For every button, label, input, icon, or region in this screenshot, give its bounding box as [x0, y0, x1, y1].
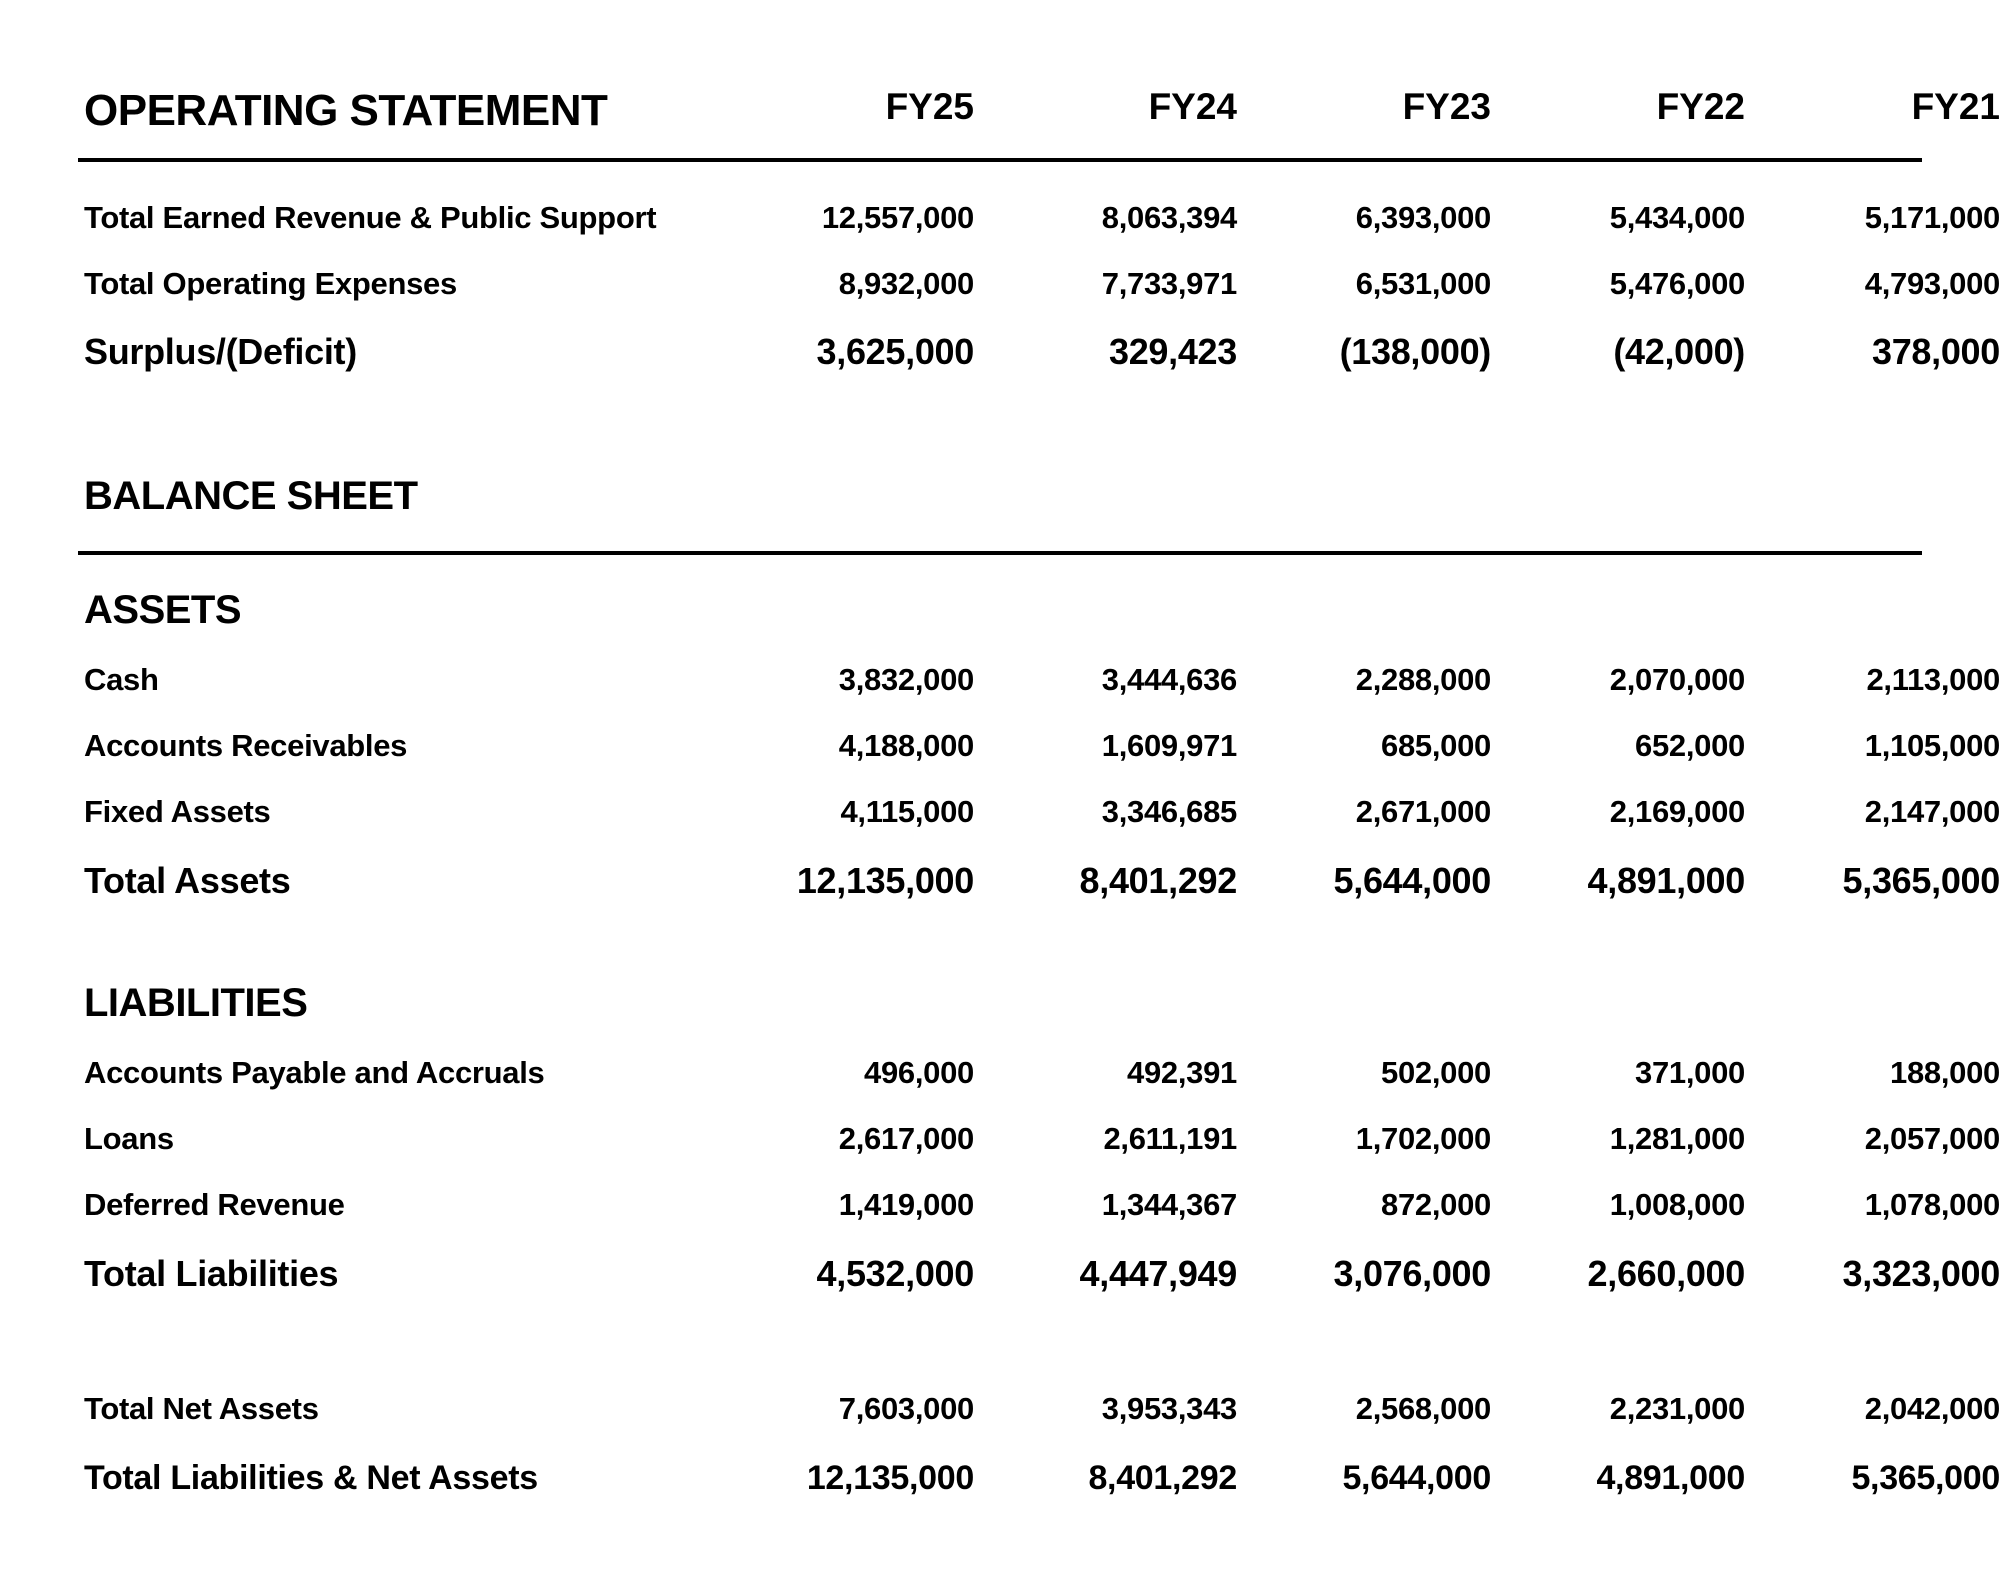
row-label: Loans [84, 1121, 174, 1156]
cell-fy23: 6,531,000 [1355, 266, 1491, 301]
cell-fy21: 1,078,000 [1864, 1187, 2000, 1222]
row-label: Total Assets [84, 860, 291, 901]
cell-fy23: 502,000 [1381, 1055, 1491, 1090]
cell-fy21: 1,105,000 [1864, 728, 2000, 763]
cell-fy25: 2,617,000 [838, 1121, 974, 1156]
column-header-fy25: FY25 [885, 86, 974, 127]
cell-fy25: 496,000 [864, 1055, 974, 1090]
liabilities-heading: LIABILITIES [84, 981, 308, 1025]
cell-fy25: 7,603,000 [838, 1391, 974, 1426]
cell-fy24: 8,401,292 [1088, 1459, 1237, 1497]
cell-fy22: 5,434,000 [1609, 200, 1745, 235]
cell-fy25: 4,532,000 [816, 1253, 974, 1294]
cell-fy23: (138,000) [1339, 331, 1491, 372]
cell-fy24: 3,953,343 [1101, 1391, 1237, 1426]
cell-fy21: 2,042,000 [1864, 1391, 2000, 1426]
table-row-fixed-assets [84, 794, 2000, 844]
cell-fy25: 12,557,000 [821, 200, 974, 235]
cell-fy22: 5,476,000 [1609, 266, 1745, 301]
cell-fy23: 6,393,000 [1355, 200, 1491, 235]
table-row-deferred-revenue [84, 1187, 2000, 1237]
operating-statement-divider [78, 158, 1922, 162]
table-row-total-liabilities-net-assets [84, 1459, 2000, 1509]
cell-fy22: 1,008,000 [1609, 1187, 1745, 1222]
row-label: Accounts Payable and Accruals [84, 1055, 545, 1090]
cell-fy23: 872,000 [1381, 1187, 1491, 1222]
cell-fy22: 652,000 [1635, 728, 1745, 763]
table-row-total-earned-revenue [84, 200, 2000, 250]
cell-fy22: (42,000) [1613, 331, 1745, 372]
table-row-accounts-receivables [84, 728, 2000, 778]
balance-sheet-title: BALANCE SHEET [84, 474, 418, 518]
cell-fy25: 1,419,000 [838, 1187, 974, 1222]
cell-fy23: 2,568,000 [1355, 1391, 1491, 1426]
cell-fy24: 8,063,394 [1101, 200, 1237, 235]
cell-fy21: 5,171,000 [1864, 200, 2000, 235]
row-label: Total Liabilities & Net Assets [84, 1459, 538, 1497]
cell-fy24: 1,344,367 [1101, 1187, 1237, 1222]
table-row-loans [84, 1121, 2000, 1171]
cell-fy24: 2,611,191 [1103, 1121, 1237, 1156]
row-label: Accounts Receivables [84, 728, 408, 763]
cell-fy22: 2,231,000 [1609, 1391, 1745, 1426]
row-label: Fixed Assets [84, 794, 271, 829]
row-label: Total Earned Revenue & Public Support [84, 200, 657, 235]
cell-fy24: 4,447,949 [1079, 1253, 1237, 1294]
column-header-fy24: FY24 [1148, 86, 1237, 127]
cell-fy23: 2,671,000 [1355, 794, 1491, 829]
row-label: Total Liabilities [84, 1253, 339, 1294]
row-label: Total Operating Expenses [84, 266, 457, 301]
cell-fy25: 4,188,000 [838, 728, 974, 763]
cell-fy24: 7,733,971 [1101, 266, 1237, 301]
table-row-surplus-deficit [84, 331, 2000, 381]
row-label: Deferred Revenue [84, 1187, 345, 1222]
cell-fy21: 5,365,000 [1842, 860, 2000, 901]
cell-fy21: 4,793,000 [1864, 266, 2000, 301]
cell-fy21: 188,000 [1890, 1055, 2000, 1090]
cell-fy25: 3,832,000 [838, 662, 974, 697]
cell-fy21: 378,000 [1871, 331, 2000, 372]
cell-fy25: 3,625,000 [816, 331, 974, 372]
cell-fy23: 5,644,000 [1333, 860, 1491, 901]
cell-fy25: 8,932,000 [838, 266, 974, 301]
operating-statement-title: OPERATING STATEMENT [84, 86, 608, 135]
cell-fy21: 5,365,000 [1851, 1459, 2000, 1497]
cell-fy23: 1,702,000 [1355, 1121, 1491, 1156]
cell-fy22: 1,281,000 [1609, 1121, 1745, 1156]
table-row-total-assets [84, 860, 2000, 910]
cell-fy25: 12,135,000 [796, 860, 974, 901]
cell-fy23: 5,644,000 [1342, 1459, 1491, 1497]
table-row-total-liabilities [84, 1253, 2000, 1303]
row-label: Total Net Assets [84, 1391, 319, 1426]
cell-fy22: 2,169,000 [1609, 794, 1745, 829]
table-row-cash [84, 662, 2000, 712]
cell-fy22: 371,000 [1635, 1055, 1745, 1090]
table-row-total-operating-expenses [84, 266, 2000, 316]
cell-fy23: 3,076,000 [1333, 1253, 1491, 1294]
cell-fy23: 2,288,000 [1355, 662, 1491, 697]
cell-fy22: 4,891,000 [1596, 1459, 1745, 1497]
cell-fy24: 8,401,292 [1079, 860, 1237, 901]
cell-fy23: 685,000 [1381, 728, 1491, 763]
cell-fy25: 12,135,000 [806, 1459, 974, 1497]
cell-fy22: 2,070,000 [1609, 662, 1745, 697]
table-row-accounts-payable [84, 1055, 2000, 1105]
cell-fy22: 4,891,000 [1587, 860, 1745, 901]
assets-heading: ASSETS [84, 588, 242, 632]
table-row-total-net-assets [84, 1391, 2000, 1441]
row-label: Surplus/(Deficit) [84, 331, 357, 372]
row-label: Cash [84, 662, 159, 697]
balance-sheet-divider [78, 551, 1922, 555]
column-header-fy23: FY23 [1402, 86, 1491, 127]
cell-fy21: 2,057,000 [1864, 1121, 2000, 1156]
cell-fy24: 1,609,971 [1101, 728, 1237, 763]
cell-fy25: 4,115,000 [840, 794, 974, 829]
cell-fy21: 2,113,000 [1866, 662, 2000, 697]
cell-fy24: 3,444,636 [1101, 662, 1237, 697]
cell-fy24: 329,423 [1108, 331, 1237, 372]
cell-fy24: 3,346,685 [1101, 794, 1237, 829]
column-header-fy21: FY21 [1911, 86, 2000, 127]
operating-statement-header [84, 86, 2000, 142]
cell-fy21: 2,147,000 [1864, 794, 2000, 829]
cell-fy22: 2,660,000 [1587, 1253, 1745, 1294]
column-header-fy22: FY22 [1656, 86, 1745, 127]
cell-fy21: 3,323,000 [1842, 1253, 2000, 1294]
cell-fy24: 492,391 [1127, 1055, 1237, 1090]
